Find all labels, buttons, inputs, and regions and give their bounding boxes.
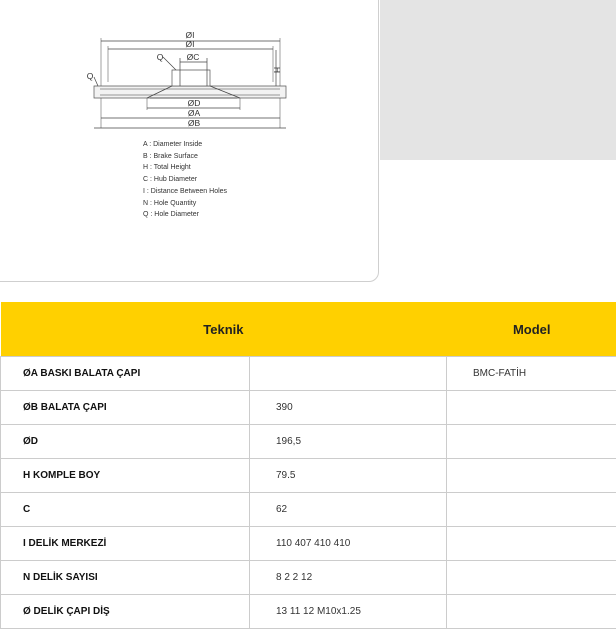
row-value bbox=[250, 357, 447, 391]
row-model bbox=[447, 391, 616, 425]
row-label: C bbox=[1, 493, 250, 527]
table-row bbox=[1, 561, 616, 595]
legend-item: N : Hole Quantity bbox=[143, 199, 197, 207]
row-label: H KOMPLE BOY bbox=[1, 459, 250, 493]
spec-table bbox=[0, 302, 616, 629]
row-model: BMC-FATİH bbox=[447, 357, 616, 391]
table-row bbox=[1, 595, 616, 629]
dim-label-C: ØC bbox=[186, 52, 200, 62]
table-row bbox=[1, 425, 616, 459]
dim-label-H: H bbox=[272, 66, 282, 74]
row-model bbox=[447, 459, 616, 493]
legend-item: H : Total Height bbox=[143, 164, 191, 172]
dim-label-B: ØB bbox=[187, 118, 201, 128]
dim-label-A: ØA bbox=[187, 108, 201, 118]
row-value: 62 bbox=[250, 493, 447, 527]
legend-item: C : Hub Diameter bbox=[143, 176, 198, 184]
side-label-Q: Q bbox=[86, 71, 94, 81]
row-value: 390 bbox=[250, 391, 447, 425]
row-model bbox=[447, 493, 616, 527]
row-label: Ø DELİK ÇAPI DİŞ bbox=[1, 595, 250, 629]
legend-item: I : Distance Between Holes bbox=[143, 187, 228, 195]
row-value: 13 11 12 M10x1.25 bbox=[250, 595, 447, 629]
image-placeholder-panel bbox=[380, 0, 616, 160]
row-model bbox=[447, 595, 616, 629]
table-row bbox=[1, 357, 616, 391]
row-label: ØB BALATA ÇAPI bbox=[1, 391, 250, 425]
row-label: ØA BASKI BALATA ÇAPI bbox=[1, 357, 250, 391]
row-label: N DELİK SAYISI bbox=[1, 561, 250, 595]
row-model bbox=[447, 561, 616, 595]
table-header-row bbox=[1, 302, 616, 357]
table-row bbox=[1, 527, 616, 561]
legend-item: B : Brake Surface bbox=[143, 152, 198, 160]
dim-label-D: ØD bbox=[187, 98, 201, 108]
table-row bbox=[1, 493, 616, 527]
row-label: ØD bbox=[1, 425, 250, 459]
legend-item: Q : Hole Diameter bbox=[143, 211, 200, 219]
row-model bbox=[447, 527, 616, 561]
dim-label-I-inner: ØI bbox=[185, 39, 195, 49]
dim-label-Q: Q bbox=[156, 52, 164, 62]
dim-label-I-outer: ØI bbox=[185, 30, 195, 40]
row-model bbox=[447, 425, 616, 459]
table-row bbox=[1, 391, 616, 425]
row-value: 196,5 bbox=[250, 425, 447, 459]
dimension-legend bbox=[143, 139, 227, 221]
legend-item: A : Diameter Inside bbox=[143, 141, 203, 148]
row-label: I DELİK MERKEZİ bbox=[1, 527, 250, 561]
row-value: 110 407 410 410 bbox=[250, 527, 447, 561]
header-spacer bbox=[250, 302, 447, 357]
header-model: Model bbox=[447, 302, 616, 357]
header-teknik: Teknik bbox=[1, 302, 250, 357]
row-value: 79.5 bbox=[250, 459, 447, 493]
table-row bbox=[1, 459, 616, 493]
row-value: 8 2 2 12 bbox=[250, 561, 447, 595]
